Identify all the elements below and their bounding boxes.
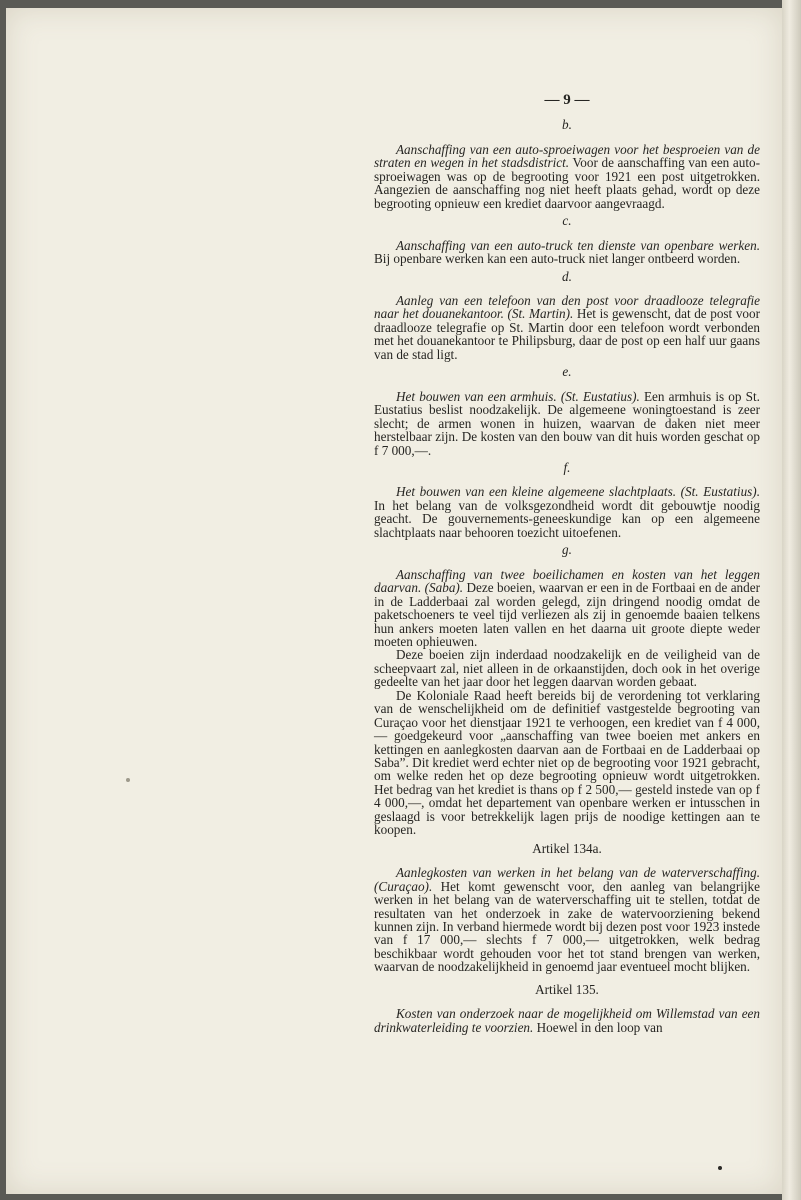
section-paragraph <box>374 485 760 539</box>
section-paragraph <box>374 390 760 457</box>
page-number: — 9 — <box>544 92 590 108</box>
ink-dot <box>126 778 130 782</box>
section-heading: Kosten van onderzoek naar de mogelijkheid om Willemstad van een drinkwaterleiding te voorzien. <box>374 1006 760 1035</box>
section-text: Hoewel in den loop van <box>533 1019 663 1035</box>
section-f <box>374 461 760 539</box>
section-text: Deze boeien, waarvan er een in de Fortbaai en de ander in de Ladderbaai zal worden gelegd, zijn dringend noodig omdat de paketschoeners te veel tijd verliezen als zij in genoemde baaien telkens hun ankers moeten laten vallen en het daarna uit groote diepte weder moeten ophieuwen. <box>374 580 760 649</box>
section-text: In het belang van de volksgezondheid wordt dit gebouwtje noodig geacht. De gouvernements-geneeskundige kan op een algemeene slachtplaats naar behooren toezicht uitoefenen. <box>374 497 760 540</box>
article-134a <box>374 842 760 974</box>
section-paragraph: Deze boeien zijn inderdaad noodzakelijk en de veiligheid van de scheepvaart zal, niet alleen in de orkaanstijden, doch ook in het overige gedeelte van het jaar door het leggen daarvan worden gebaat. <box>374 647 760 690</box>
section-heading: Het bouwen van een armhuis. (St. Eustatius). <box>396 388 640 404</box>
section-paragraph <box>374 866 760 974</box>
section-marker: d. <box>562 268 572 284</box>
document-page <box>6 8 782 1194</box>
section-heading: Aanschaffing van een auto-sproeiwagen voor het besproeien van de straten en wegen in het stadsdistrict. <box>374 141 760 171</box>
section-marker: f. <box>563 459 571 475</box>
section-g <box>374 543 760 837</box>
section-e <box>374 365 760 457</box>
section-paragraph <box>374 143 760 210</box>
section-marker: g. <box>562 542 572 558</box>
document-body <box>374 94 760 1034</box>
section-marker: b. <box>562 117 572 133</box>
section-heading: Aanleg van een telefoon van den post voor draadlooze telegrafie naar het douanekantoor. (St. Martin). <box>374 292 760 322</box>
section-paragraph <box>374 568 760 649</box>
section-paragraph <box>374 1007 760 1034</box>
section-text: Het komt gewenscht voor, den aanleg van belangrijke werken in het belang van de waterverschaffing uit te stellen, totdat de resultaten van het onderzoek in zake de watervoorziening bekend kunnen zijn. In verband hiermede wordt bij dezen post voor 1923 instede van f 17 000,— slechts f 7 000,— uitgetrokken, welk bedrag beschikbaar wordt gehouden voor het tot stand brengen van werken, waarvan de noodzakelijkheid in genoemd jaar eventueel mocht blijken. <box>374 878 760 975</box>
section-paragraph: De Koloniale Raad heeft bereids bij de verordening tot verklaring van de wenschelijkheid om de definitief vastgestelde begrooting van Curaçao voor het dienstjaar 1921 te verhoogen, een krediet van f 4 000,— goedgekeurd voor „aanschaffing van twee boeien met ankers en kettingen en aanlegkosten daarvan aan de Fortbaai en de Ladderbaai op Saba”. Dit krediet werd echter niet op de begrooting voor 1921 gebracht, om welke reden het op deze begrooting opnieuw wordt uitgetrokken. Het bedrag van het krediet is thans op f 2 500,— gesteld instede van op f 4 000,—, omdat het departement van openbare werken er intusschen in geslaagd is voor betrekkelijk lagen prijs de noodige kettingen aan te koopen. <box>374 687 760 838</box>
section-text: Een armhuis is op St. Eustatius beslist noodzakelijk. De algemeene woningtoestand is zeer slecht; de armen wonen in huizen, waarvan de daken niet meer herstelbaar zijn. De kosten van den bouw van dit huis worden geschat op f 7 000,—. <box>374 388 760 458</box>
section-heading: Aanschaffing van twee boeilichamen en kosten van het leggen daarvan. (Saba). <box>374 566 760 596</box>
ink-dot <box>718 1166 722 1170</box>
section-heading: Het bouwen van een kleine algemeene slachtplaats. (St. Eustatius). <box>396 484 760 500</box>
section-heading: Aanlegkosten van werken in het belang van de waterverschaffing. (Curaçao). <box>374 865 760 894</box>
article-heading: Artikel 135. <box>535 981 599 997</box>
page-edge <box>782 0 801 1200</box>
section-text: Bij openbare werken kan een auto-truck niet langer ontbeerd worden. <box>374 251 741 267</box>
section-text: Voor de aanschaffing van een auto-sproeiwagen was op de begrooting voor 1921 een post uitgetrokken. Aangezien de aanschaffing nog niet heeft plaats gehad, wordt op deze begrooting opnieuw een krediet daarvoor aangevraagd. <box>374 155 760 211</box>
section-paragraph <box>374 294 760 361</box>
section-marker: e. <box>562 364 572 380</box>
section-text: Het is gewenscht, dat de post voor draadlooze telegrafie op St. Martin door een telefoon wordt verbonden met het douanekantoor te Philipsburg, daar de post op een half uur gaans van de stad ligt. <box>374 306 760 362</box>
section-paragraph <box>374 239 760 266</box>
section-d <box>374 270 760 362</box>
article-heading: Artikel 134a. <box>532 840 602 856</box>
section-c <box>374 214 760 265</box>
section-marker: c. <box>562 213 572 229</box>
section-heading: Aanschaffing van een auto-truck ten dienste van openbare werken. <box>396 237 760 253</box>
section-b <box>374 118 760 210</box>
article-135 <box>374 983 760 1034</box>
